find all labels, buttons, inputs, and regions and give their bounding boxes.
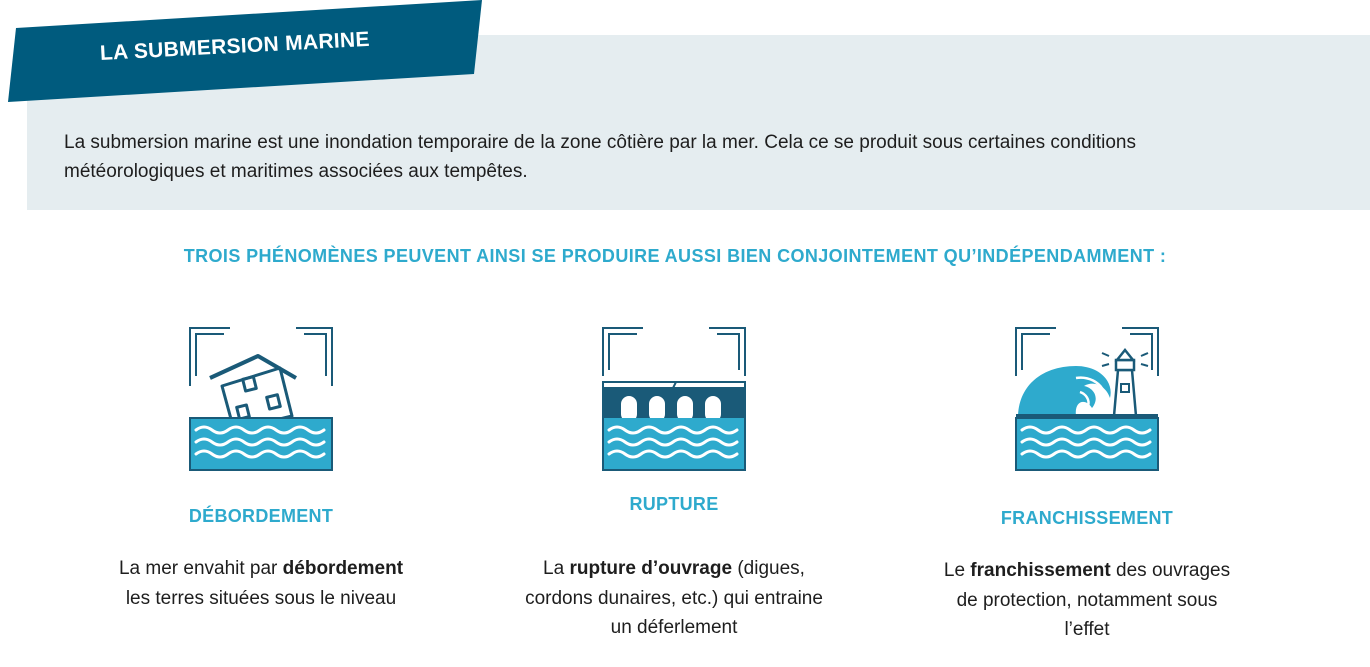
phenomenon-title: FRANCHISSEMENT	[1000, 508, 1174, 528]
phenomenon-title: RUPTURE	[629, 494, 719, 514]
section-subtitle: TROIS PHÉNOMÈNES PEUVENT AINSI SE PRODUIRE AUSSI BIEN CONJOINTEMENT QU’INDÉPENDAMMENT :	[183, 246, 1167, 266]
lighthouse-wave-icon	[1014, 326, 1160, 472]
phenomenon-title: DÉBORDEMENT	[188, 506, 334, 526]
phenomenon-description: La mer envahit par débordement les terres situées sous le niveau	[118, 558, 404, 609]
intro-text: La submersion marine est une inondation temporaire de la zone côtière par la mer. Cela ce se produit sous certaines conditions météorologiques et maritimes associées aux tempêtes.	[64, 132, 1136, 182]
broken-dike-icon	[601, 326, 747, 472]
page-title: LA SUBMERSION MARINE	[99, 27, 371, 65]
phenomenon-description: Le franchissement des ouvrages de protection, notamment sous l’effet	[943, 560, 1231, 640]
flooded-house-icon	[188, 326, 334, 472]
phenomenon-description: La rupture d’ouvrage (digues, cordons dunaires, etc.) qui entraine un déferlement	[525, 558, 823, 638]
